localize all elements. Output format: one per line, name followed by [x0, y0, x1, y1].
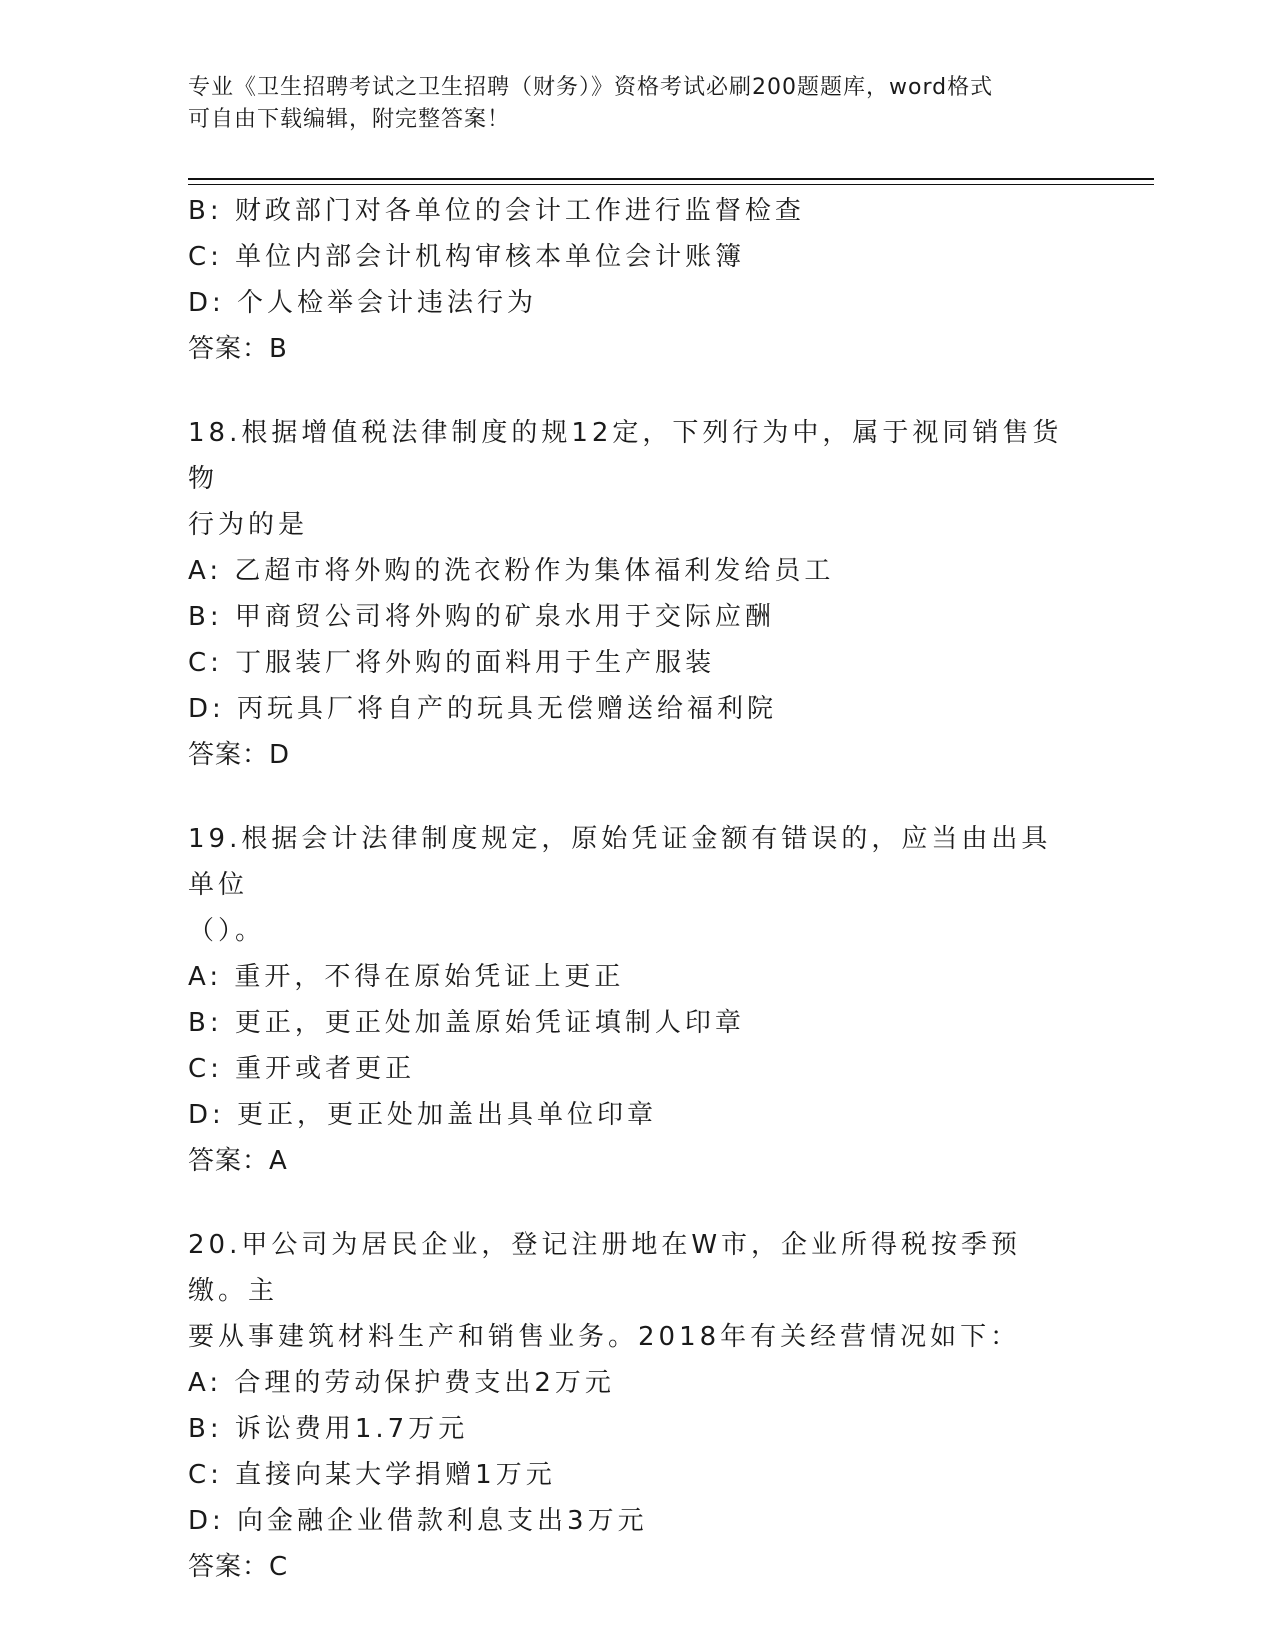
- option-c: C: 单位内部会计机构审核本单位会计账簿: [188, 242, 746, 272]
- header-title-line-1: 专业《卫生招聘考试之卫生招聘（财务）》资格考试必刷200题题库，word格式: [188, 75, 994, 100]
- question-stem-line-2: 要从事建筑材料生产和销售业务。2018年有关经营情况如下：: [188, 1322, 1021, 1352]
- option-a: A: 合理的劳动保护费支出2万元: [188, 1368, 615, 1398]
- option-b: B: 诉讼费用1.7万元: [188, 1414, 469, 1444]
- question-18: [188, 410, 1068, 778]
- option-a: A: 乙超市将外购的洗衣粉作为集体福利发给员工: [188, 556, 835, 586]
- option-d: D: 更正，更正处加盖出具单位印章: [188, 1100, 658, 1130]
- header-title-line-2: 可自由下载编辑，附完整答案！: [188, 107, 511, 132]
- option-b: B: 甲商贸公司将外购的矿泉水用于交际应酬: [188, 602, 775, 632]
- answer-line: 答案：B: [188, 334, 288, 364]
- option-d: D: 向金融企业借款利息支出3万元: [188, 1506, 648, 1536]
- question-stem-line-1: 20.甲公司为居民企业，登记注册地在W市，企业所得税按季预缴。主: [188, 1230, 1022, 1306]
- question-20: [188, 1222, 1068, 1590]
- question-stem-line-2: 行为的是: [188, 510, 309, 540]
- option-b: B: 财政部门对各单位的会计工作进行监督检查: [188, 196, 805, 226]
- answer-line: 答案：A: [188, 1146, 288, 1176]
- question-list: [188, 188, 1068, 1590]
- question-19: [188, 816, 1068, 1184]
- option-b: B: 更正，更正处加盖原始凭证填制人印章: [188, 1008, 745, 1038]
- option-c: C: 重开或者更正: [188, 1054, 416, 1084]
- question-stem-line-1: 19.根据会计法律制度规定，原始凭证金额有错误的，应当由出具单位: [188, 824, 1052, 900]
- header-divider: [188, 178, 1154, 185]
- option-c: C: 丁服装厂将外购的面料用于生产服装: [188, 648, 716, 678]
- question-stem-line-1: 18.根据增值税法律制度的规12定，下列行为中，属于视同销售货物: [188, 418, 1063, 494]
- option-d: D: 丙玩具厂将自产的玩具无偿赠送给福利院: [188, 694, 778, 724]
- document-header: [188, 72, 1068, 136]
- option-d: D: 个人检举会计违法行为: [188, 288, 538, 318]
- question-17-tail: [188, 188, 1068, 372]
- option-c: C: 直接向某大学捐赠1万元: [188, 1460, 556, 1490]
- question-stem-line-2: （）。: [188, 916, 266, 946]
- option-a: A: 重开，不得在原始凭证上更正: [188, 962, 625, 992]
- answer-line: 答案：D: [188, 740, 291, 770]
- answer-line: 答案：C: [188, 1552, 289, 1582]
